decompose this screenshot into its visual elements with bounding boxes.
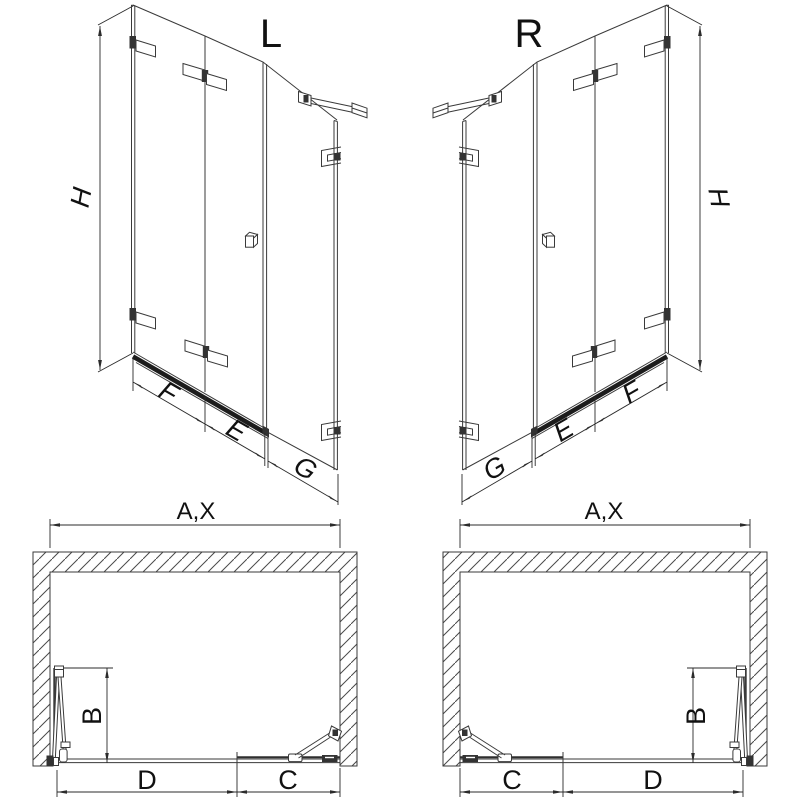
dim-label-ax-right: A,X: [584, 498, 624, 525]
dim-label-d-right: D: [643, 765, 663, 795]
dim-label-g-left: G: [288, 449, 323, 487]
dim-label-e-left: E: [221, 412, 252, 448]
dim-label-g-right: G: [477, 449, 512, 487]
plan-view-right: [443, 498, 767, 797]
perspective-view-left: [65, 5, 367, 505]
dim-label-e-right: E: [548, 412, 579, 448]
plan-view-left: [33, 498, 357, 797]
dim-label-h-left: H: [64, 185, 98, 210]
dim-label-b-right: B: [681, 706, 711, 726]
dim-label-d-left: D: [137, 765, 157, 795]
variant-label-r: R: [514, 12, 544, 56]
dim-label-c-right: C: [502, 765, 522, 795]
dim-label-f-right: F: [616, 375, 647, 410]
dim-label-b-left: B: [77, 706, 107, 726]
dim-label-h-right: H: [702, 185, 736, 210]
dim-label-c-left: C: [278, 765, 298, 795]
walls-hatched-left: [33, 552, 357, 766]
variant-label-l: L: [259, 12, 283, 56]
walls-hatched-right: [443, 552, 767, 766]
dim-label-ax-left: A,X: [176, 498, 216, 525]
dim-label-f-left: F: [153, 375, 184, 410]
perspective-view-right: [433, 5, 735, 505]
